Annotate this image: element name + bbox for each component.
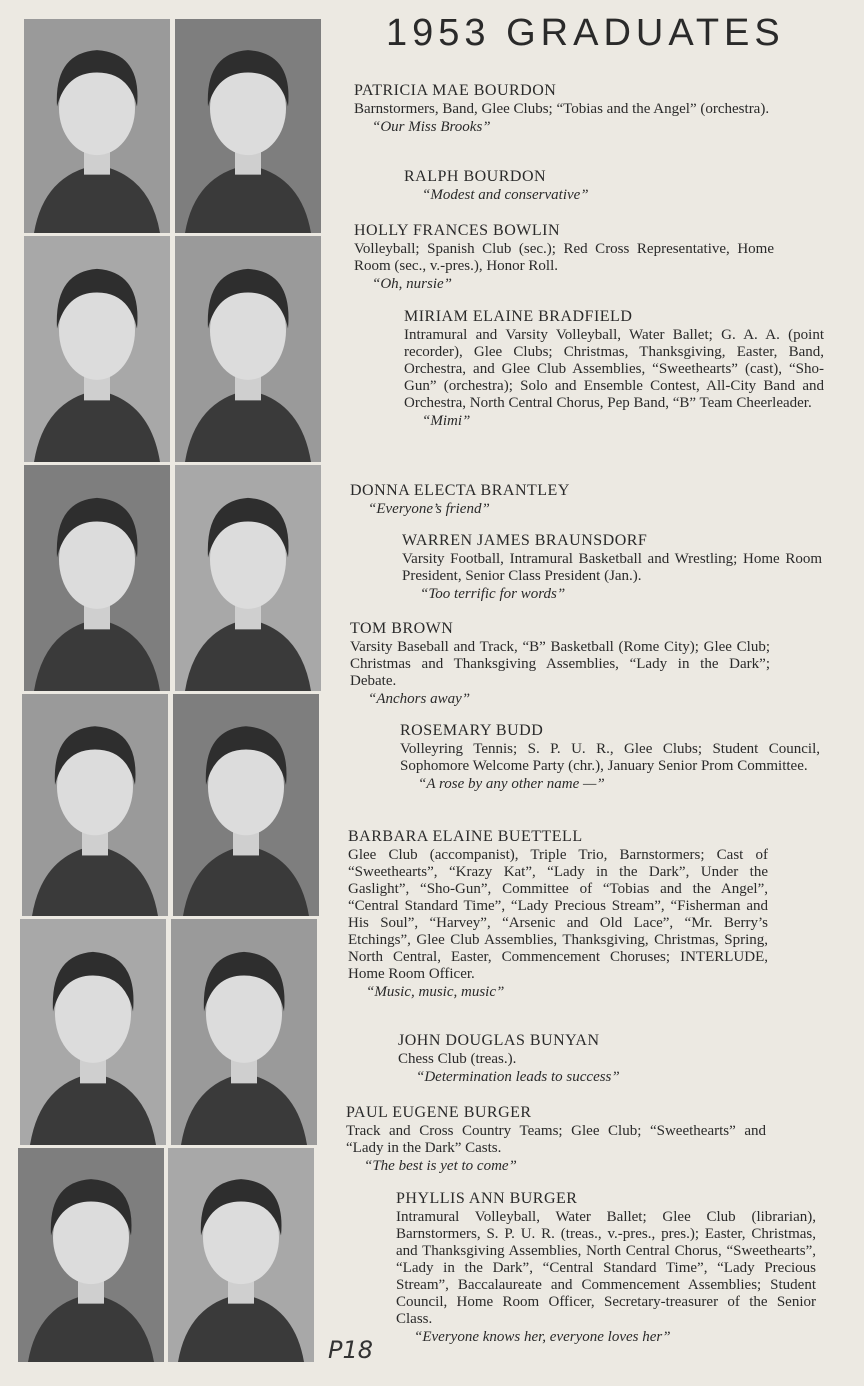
graduate-quote: “Everyone’s friend” [368, 501, 490, 517]
graduate-quote: “Determination leads to success” [416, 1069, 620, 1085]
graduate-quote: “Too terrific for words” [420, 586, 566, 602]
graduate-entry [348, 828, 768, 1001]
portrait-warren-james-braunsdorf [175, 465, 321, 691]
graduate-activities: Track and Cross Country Teams; Glee Club; “Sweethearts” and “Lady in the Dark” Casts. [346, 1123, 766, 1156]
graduate-name: HOLLY FRANCES BOWLIN [354, 222, 561, 239]
graduate-quote: “Everyone knows her, everyone loves her” [414, 1329, 671, 1345]
graduate-entry [398, 1032, 818, 1086]
graduate-entry [400, 722, 820, 793]
graduate-name: MIRIAM ELAINE BRADFIELD [404, 308, 633, 325]
graduate-name: PATRICIA MAE BOURDON [354, 82, 557, 99]
graduate-entry [350, 482, 770, 518]
portrait-holly-frances-bowlin [24, 236, 170, 462]
graduate-activities: Glee Club (accompanist), Triple Trio, Barnstormers; Cast of “Sweethearts”, “Krazy Kat”, “Lady in the Dark”, Under the Gaslight”, “Sho-Gun”, Committee of “Tobias and the Angel”, “Central Standard Time”, “Lady Precious Stream”, “Fisherman and His Soul”, “Harvey”, “Arsenic and Old Lace”, “Mr. Berry’s Etchings”, Glee Club Assemblies, Thanksgiving, Christmas, Spring, North Central, Easter, Commencement Choruses; INTERLUDE, Home Room Officer. [348, 847, 768, 982]
graduate-name: RALPH BOURDON [404, 168, 547, 185]
portrait-patricia-mae-bourdon [24, 19, 170, 233]
graduate-entry [396, 1190, 816, 1346]
graduate-activities: Volleyball; Spanish Club (sec.); Red Cross Representative, Home Room (sec., v.-pres.), Honor Roll. [354, 241, 774, 274]
graduate-name: TOM BROWN [350, 620, 454, 637]
portrait-john-douglas-bunyan [171, 919, 317, 1145]
portrait-miriam-elaine-bradfield [175, 236, 321, 462]
graduate-entry [354, 82, 774, 136]
graduate-activities: Varsity Baseball and Track, “B” Basketball (Rome City); Glee Club; Christmas and Thanksgiving Assemblies, “Lady in the Dark”; Debate. [350, 639, 770, 689]
graduate-activities: Barnstormers, Band, Glee Clubs; “Tobias and the Angel” (orchestra). [354, 101, 770, 117]
graduate-entry [404, 308, 824, 430]
graduate-activities: Chess Club (treas.). [398, 1051, 517, 1067]
graduate-entry [350, 620, 770, 708]
graduate-activities: Varsity Football, Intramural Basketball and Wrestling; Home Room President, Senior Class President (Jan.). [402, 551, 822, 584]
portrait-rosemary-budd [173, 694, 319, 916]
graduate-quote: “Oh, nursie” [372, 276, 453, 292]
page-title: 1953 GRADUATES [386, 12, 785, 54]
graduate-activities: Intramural and Varsity Volleyball, Water Ballet; G. A. A. (point recorder), Glee Clubs; Christmas, Thanksgiving, Easter, Band, Orchestra, and Glee Club Assemblies, “Sweethearts” (cast), “Sho-Gun” (orchestra); Solo and Ensemble Contest, All-City Band and Orchestra, North Central Chorus, Pep Band, “B” Team Cheerleader. [404, 327, 824, 411]
graduate-entry [404, 168, 824, 204]
page-number: P18 [328, 1336, 374, 1364]
graduate-name: ROSEMARY BUDD [400, 722, 544, 739]
graduate-name: BARBARA ELAINE BUETTELL [348, 828, 583, 845]
graduate-quote: “Anchors away” [368, 691, 471, 707]
graduate-activities: Intramural Volleyball, Water Ballet; Glee Club (librarian), Barnstormers, S. P. U. R. (treas., v.-pres., pres.); Easter, Christmas, and Thanksgiving Assemblies, North Central Chorus, “Sweethearts”, “Lady in the Dark”, “Central Standard Time”, “Lady Precious Stream”, Baccalaureate and Commencement Assemblies; Student Council, Home Room Officer, Secretary-treasurer of the Senior Class. [396, 1209, 816, 1327]
graduate-entry [354, 222, 774, 293]
graduate-name: JOHN DOUGLAS BUNYAN [398, 1032, 600, 1049]
portrait-barbara-elaine-buettell [20, 919, 166, 1145]
portrait-phyllis-ann-burger [168, 1148, 314, 1362]
graduate-activities: Volleyring Tennis; S. P. U. R., Glee Clubs; Student Council, Sophomore Welcome Party (chr.), January Senior Prom Committee. [400, 741, 820, 774]
graduate-name: PHYLLIS ANN BURGER [396, 1190, 578, 1207]
portrait-donna-electa-brantley [24, 465, 170, 691]
graduate-quote: “A rose by any other name —” [418, 776, 605, 792]
graduate-name: WARREN JAMES BRAUNSDORF [402, 532, 648, 549]
graduate-quote: “The best is yet to come” [364, 1158, 517, 1174]
portrait-tom-brown [22, 694, 168, 916]
graduate-quote: “Music, music, music” [366, 984, 505, 1000]
portrait-paul-eugene-burger [18, 1148, 164, 1362]
graduate-name: DONNA ELECTA BRANTLEY [350, 482, 570, 499]
graduate-entry [402, 532, 822, 603]
portrait-ralph-bourdon [175, 19, 321, 233]
graduate-quote: “Our Miss Brooks” [372, 119, 491, 135]
graduate-quote: “Modest and conservative” [422, 187, 589, 203]
graduate-quote: “Mimi” [422, 413, 471, 429]
graduate-name: PAUL EUGENE BURGER [346, 1104, 532, 1121]
graduate-entry [346, 1104, 766, 1175]
